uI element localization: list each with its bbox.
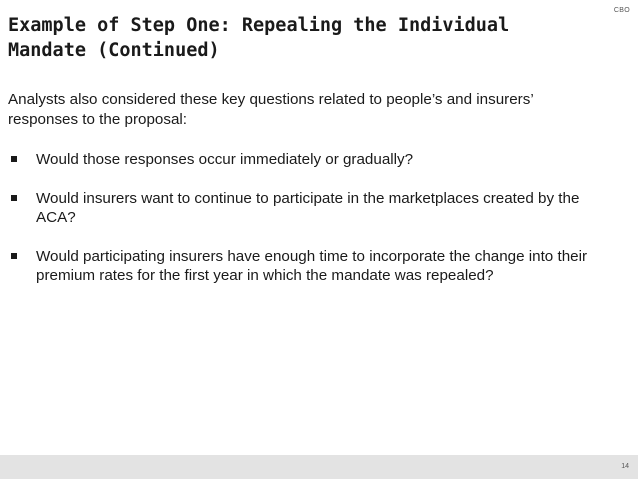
bullet-text: Would participating insurers have enough time to incorporate the change into their premium rates for the first year in which the mandate was repealed? xyxy=(36,248,588,284)
intro-text: Analysts also considered these key questions related to people’s and insurers’ responses to the proposal: xyxy=(8,91,534,128)
org-label: CBO xyxy=(613,7,630,14)
bullet-list xyxy=(8,150,588,285)
bullet-text: Would those responses occur immediately or gradually? xyxy=(36,151,414,168)
footer-bar xyxy=(0,455,638,479)
square-bullet-icon xyxy=(11,195,17,201)
square-bullet-icon xyxy=(11,253,17,259)
page-number: 14 xyxy=(621,463,629,470)
bullet-item xyxy=(8,247,588,285)
bullet-item xyxy=(8,150,588,169)
slide-title: Example of Step One: Repealing the Individual Mandate (Continued) xyxy=(8,15,510,61)
square-bullet-icon xyxy=(11,156,17,162)
bullet-item xyxy=(8,189,588,227)
bullet-text: Would insurers want to continue to participate in the marketplaces created by the ACA? xyxy=(36,190,580,226)
